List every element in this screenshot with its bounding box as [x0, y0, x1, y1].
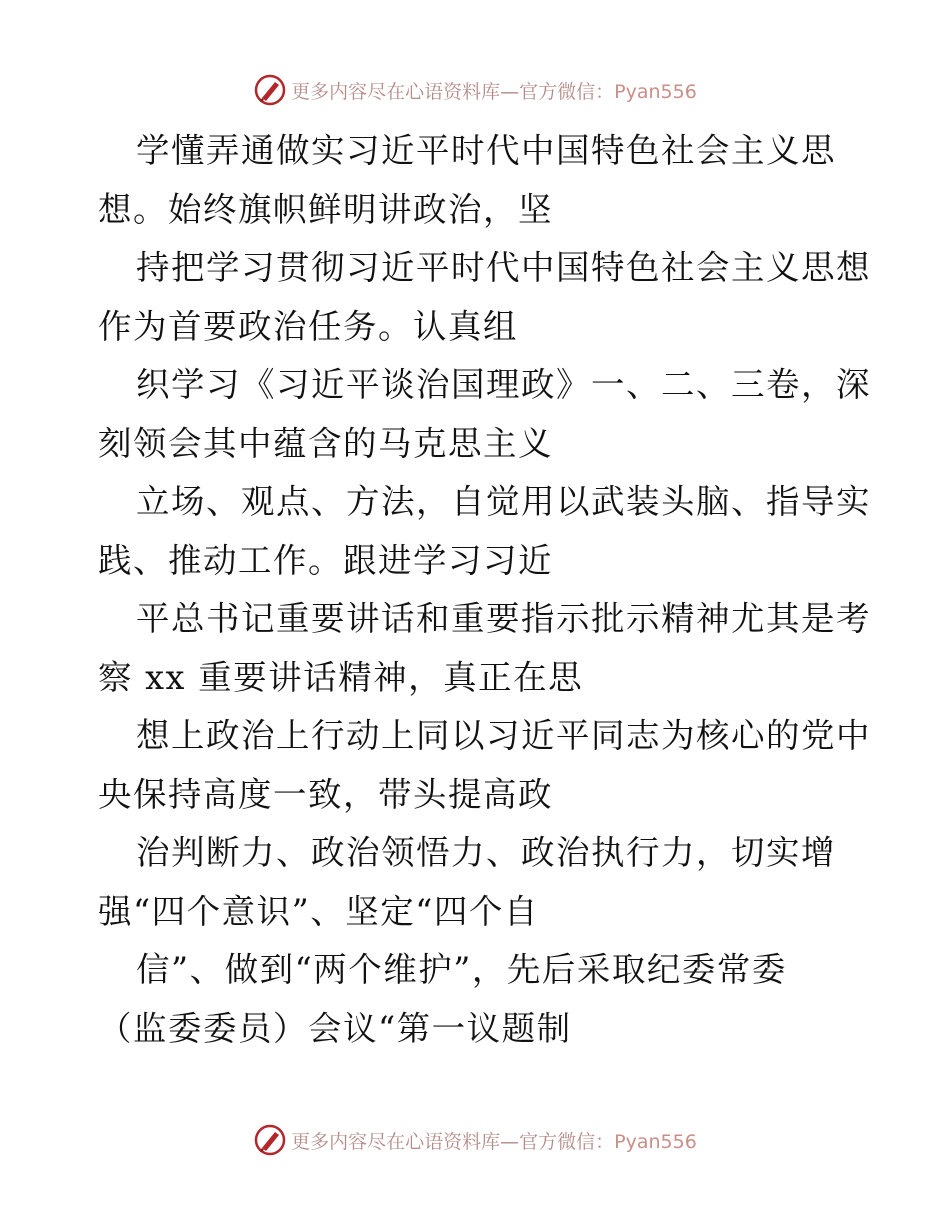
text-line: 想上政治上行动上同以习近平同志为核心的党中 — [136, 716, 871, 755]
text-line: 央保持高度一致，带头提高政 — [98, 774, 553, 814]
pen-logo-icon — [253, 73, 287, 107]
watermark-text: 更多内容尽在心语资料库—官方微信： — [291, 80, 615, 103]
text-line: （监委委员）会议“第一议题制 — [98, 1008, 572, 1048]
text-line: 察 xx 重要讲话精神，真正在思 — [98, 657, 584, 697]
text-line: 作为首要政治任务。认真组 — [98, 306, 518, 346]
text-line: 持把学习贯彻习近平时代中国特色社会主义思想 — [136, 248, 871, 287]
footer-watermark — [0, 1120, 950, 1160]
document-body — [0, 122, 950, 1058]
text-line: 立场、观点、方法，自觉用以武装头脑、指导实 — [136, 482, 871, 521]
text-line: 学懂弄通做实习近平时代中国特色社会主义思 — [136, 131, 836, 170]
text-line: 想。始终旗帜鲜明讲政治，坚 — [98, 189, 553, 229]
text-line: 践、推动工作。跟进学习习近 — [98, 540, 553, 580]
text-line: 强“四个意识”、坚定“四个自 — [98, 891, 539, 931]
watermark-wechat-id: Pyan556 — [614, 80, 697, 103]
header-watermark — [0, 70, 950, 110]
text-line: 平总书记重要讲话和重要指示批示精神尤其是考 — [136, 599, 871, 638]
text-line: 治判断力、政治领悟力、政治执行力，切实增 — [136, 833, 836, 872]
text-line: 刻领会其中蕴含的马克思主义 — [98, 423, 553, 463]
watermark-text: 更多内容尽在心语资料库—官方微信： — [291, 1130, 615, 1153]
pen-logo-icon — [253, 1123, 287, 1157]
text-line: 织学习《习近平谈治国理政》一、二、三卷，深 — [136, 365, 871, 404]
text-line: 信”、做到“两个维护”，先后采取纪委常委 — [136, 950, 787, 989]
watermark-wechat-id: Pyan556 — [614, 1130, 697, 1153]
